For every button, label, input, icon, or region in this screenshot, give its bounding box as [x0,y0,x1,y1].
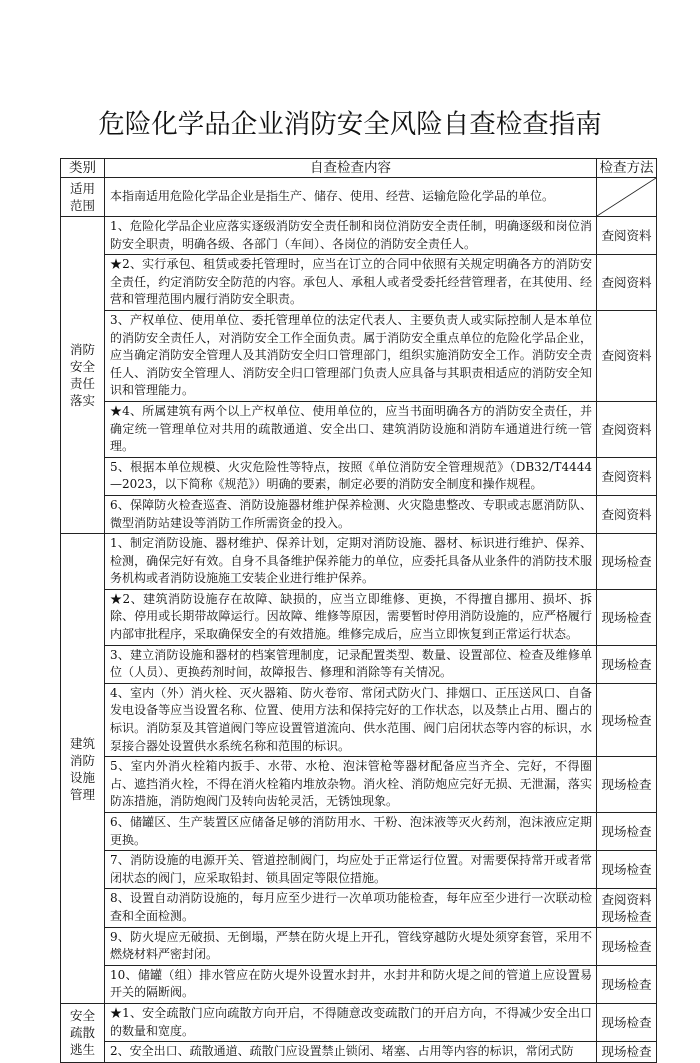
method-text: 现场检查 [601,908,652,924]
page-title: 危险化学品企业消防安全风险自查检查指南 [98,109,602,140]
method-text: 现场检查 [601,1015,652,1031]
category-text: 逃生 [69,1042,95,1058]
table-row [61,255,657,311]
category-text: 落实 [69,393,95,409]
method-text: 现场检查 [601,656,652,672]
method-cell [597,757,657,813]
method-cell [597,310,657,401]
method-text: 现场检查 [601,609,652,625]
method-text: 查阅资料 [601,348,652,364]
table-row [61,813,657,851]
category-text: 建筑 [69,735,95,751]
content-cell: ★2、建筑消防设施存在故障、缺损的，应当立即维修、更换，不得擅自挪用、损坏、拆除、停用或长期带故障运行。因故障、维修等原因，需要暂时停用消防设施的，应严格履行内部审批程序，采取确保安全的有效措施。维修完成后，应当立即恢复到正常运行状态。 [105,589,597,645]
content-cell: 本指南适用危险化学品企业是指生产、储存、使用、经营、运输危险化学品的单位。 [105,178,597,217]
content-cell: 6、保障防火检查巡查、消防设施器材维护保养检测、火灾隐患整改、专职或志愿消防队、微型消防站建设等消防工作所需资金的投入。 [105,495,597,533]
method-text: 现场检查 [601,976,652,992]
table-row [61,851,657,889]
category-text: 管理 [69,786,95,802]
category-text: 消防 [69,342,95,358]
content-cell: 5、室内外消火栓箱内扳手、水带、水枪、泡沫管枪等器材配备应当齐全、完好，不得圈占、遮挡消火栓，不得在消火栓箱内堆放杂物。消火栓、消防炮应完好无损、无泄漏，落实防冻措施，消防炮阀门及转向齿轮灵活，无锈蚀现象。 [105,757,597,813]
table-row [61,965,657,1003]
table-row [61,1042,657,1063]
scope-row [61,178,657,217]
category-cell [61,534,105,1004]
category-text: 适用 [69,181,95,196]
method-text: 现场检查 [601,824,652,840]
content-cell: ★1、安全疏散门应向疏散方向开启，不得随意改变疏散门的开启方向，不得减少安全出口的数量和宽度。 [105,1003,597,1041]
table-row [61,757,657,813]
content-cell: ★2、实行承包、租赁或委托管理时，应当在订立的合同中依照有关规定明确各方的消防安全责任，约定消防安全防范的内容。承包人、承租人或者受委托经营管理者，在其使用、经营和管理范围内履行消防安全职责。 [105,255,597,311]
content-cell: 5、根据本单位规模、火灾危险性等特点，按照《单位消防安全管理规范》（DB32/T4444—2023，以下简称《规范》）明确的要素，制定必要的消防安全制度和操作规程。 [105,457,597,495]
method-text: 查阅资料 [601,228,652,244]
method-cell [597,401,657,457]
checklist-table [60,158,657,1063]
table-row [61,683,657,756]
method-cell [597,534,657,590]
header-method: 检查方法 [597,159,657,178]
method-text: 查阅资料 [601,275,652,291]
method-text: 现场检查 [601,777,652,793]
method-cell [597,965,657,1003]
method-cell [597,1042,657,1063]
method-cell [597,645,657,683]
method-text: 查阅资料 [601,507,652,522]
category-cell [61,178,105,217]
header-category: 类别 [61,159,105,178]
method-text: 查阅资料 [601,891,652,907]
method-cell [597,889,657,927]
header-row [61,159,657,178]
table-row [61,401,657,457]
empty-method-cell [597,178,657,217]
method-text: 查阅资料 [601,421,652,437]
content-cell: 4、室内（外）消火栓、灭火器箱、防火卷帘、常闭式防火门、排烟口、正压送风口、自备发电设备等应当设置名称、位置、使用方法和保持完好的工作状态，以及禁止占用、圈占的标识。消防泵及其管道阀门等应设置管道流向、供水范围、阀门启闭状态等内容的标识，水泵接合器处设置供水系统名称和范围的标识。 [105,683,597,756]
method-cell [597,927,657,965]
category-text: 安全 [69,359,95,375]
content-cell: 8、设置自动消防设施的，每月应至少进行一次单项功能检查，每年应至少进行一次联动检查和全面检测。 [105,889,597,927]
category-cell [61,1003,105,1062]
category-text: 范围 [69,198,95,213]
content-cell: 7、消防设施的电源开关、管道控制阀门，均应处于正常运行位置。对需要保持常开或者常闭状态的阀门，应采取铅封、锁具固定等限位措施。 [105,851,597,889]
method-cell [597,495,657,533]
method-cell [597,457,657,495]
table-row [61,534,657,590]
category-text: 责任 [69,376,95,392]
category-text: 消防 [69,752,95,768]
content-cell: 3、建立消防设施和器材的档案管理制度，记录配置类型、数量、设置部位、检查及维修单位（人员）、更换药剂时间，故障报告、修理和消除等有关情况。 [105,645,597,683]
method-cell [597,255,657,311]
method-cell [597,589,657,645]
table-row [61,457,657,495]
method-text: 现场检查 [601,712,652,728]
method-text: 现场检查 [601,862,652,878]
content-cell: 10、储罐（组）排水管应在防火堤外设置水封井，水封井和防火堤之间的管道上应设置易开关的隔断阀。 [105,965,597,1003]
table-row [61,217,657,255]
content-cell: 1、危险化学品企业应落实逐级消防安全责任制和岗位消防安全责任制，明确逐级和岗位消防安全职责，明确各级、各部门（车间）、各岗位的消防安全责任人。 [105,217,597,255]
method-text: 查阅资料 [601,468,652,484]
table-row [61,927,657,965]
table-row [61,889,657,927]
method-cell [597,683,657,756]
method-cell [597,217,657,255]
diagonal-line [597,178,656,216]
table-row [61,589,657,645]
method-cell [597,851,657,889]
table-row [61,645,657,683]
content-cell: 1、制定消防设施、器材维护、保养计划，定期对消防设施、器材、标识进行维护、保养、检测，确保完好有效。自身不具备维护保养能力的单位，应委托具备从业条件的消防技术服务机构或者消防设施施工安装企业进行维护保养。 [105,534,597,590]
content-cell: ★4、所属建筑有两个以上产权单位、使用单位的，应当书面明确各方的消防安全责任，并确定统一管理单位对共用的疏散通道、安全出口、建筑消防设施和消防车通道进行统一管理。 [105,401,597,457]
method-cell [597,1003,657,1041]
category-text: 疏散 [69,1025,95,1041]
method-text: 现场检查 [601,553,652,569]
content-cell: 2、安全出口、疏散通道、疏散门应设置禁止锁闭、堵塞、占用等内容的标识，常闭式防 [105,1042,597,1063]
table-row [61,1003,657,1041]
method-text: 现场检查 [601,1044,652,1060]
content-cell: 3、产权单位、使用单位、委托管理单位的法定代表人、主要负责人或实际控制人是本单位的消防安全责任人，对消防安全工作全面负责。属于消防安全重点单位的危险化学品企业，应当确定消防安全管理人及其消防安全归口管理部门，组织实施消防安全工作。消防安全责任人、消防安全管理人、消防安全归口管理部门负责人应具备与其职责相适应的消防安全知识和管理能力。 [105,310,597,401]
category-cell [61,217,105,534]
content-cell: 9、防火堤应无破损、无倒塌，严禁在防火堤上开孔，管线穿越防火堤处须穿套管，采用不燃烧材料严密封闭。 [105,927,597,965]
category-text: 安全 [69,1008,95,1024]
method-cell [597,813,657,851]
table-row [61,495,657,533]
header-content: 自查检查内容 [105,159,597,178]
category-text: 设施 [69,769,95,785]
content-cell: 6、储罐区、生产装置区应储备足够的消防用水、干粉、泡沫液等灭火药剂，泡沫液应定期更换。 [105,813,597,851]
method-text: 现场检查 [601,938,652,954]
table-row [61,310,657,401]
